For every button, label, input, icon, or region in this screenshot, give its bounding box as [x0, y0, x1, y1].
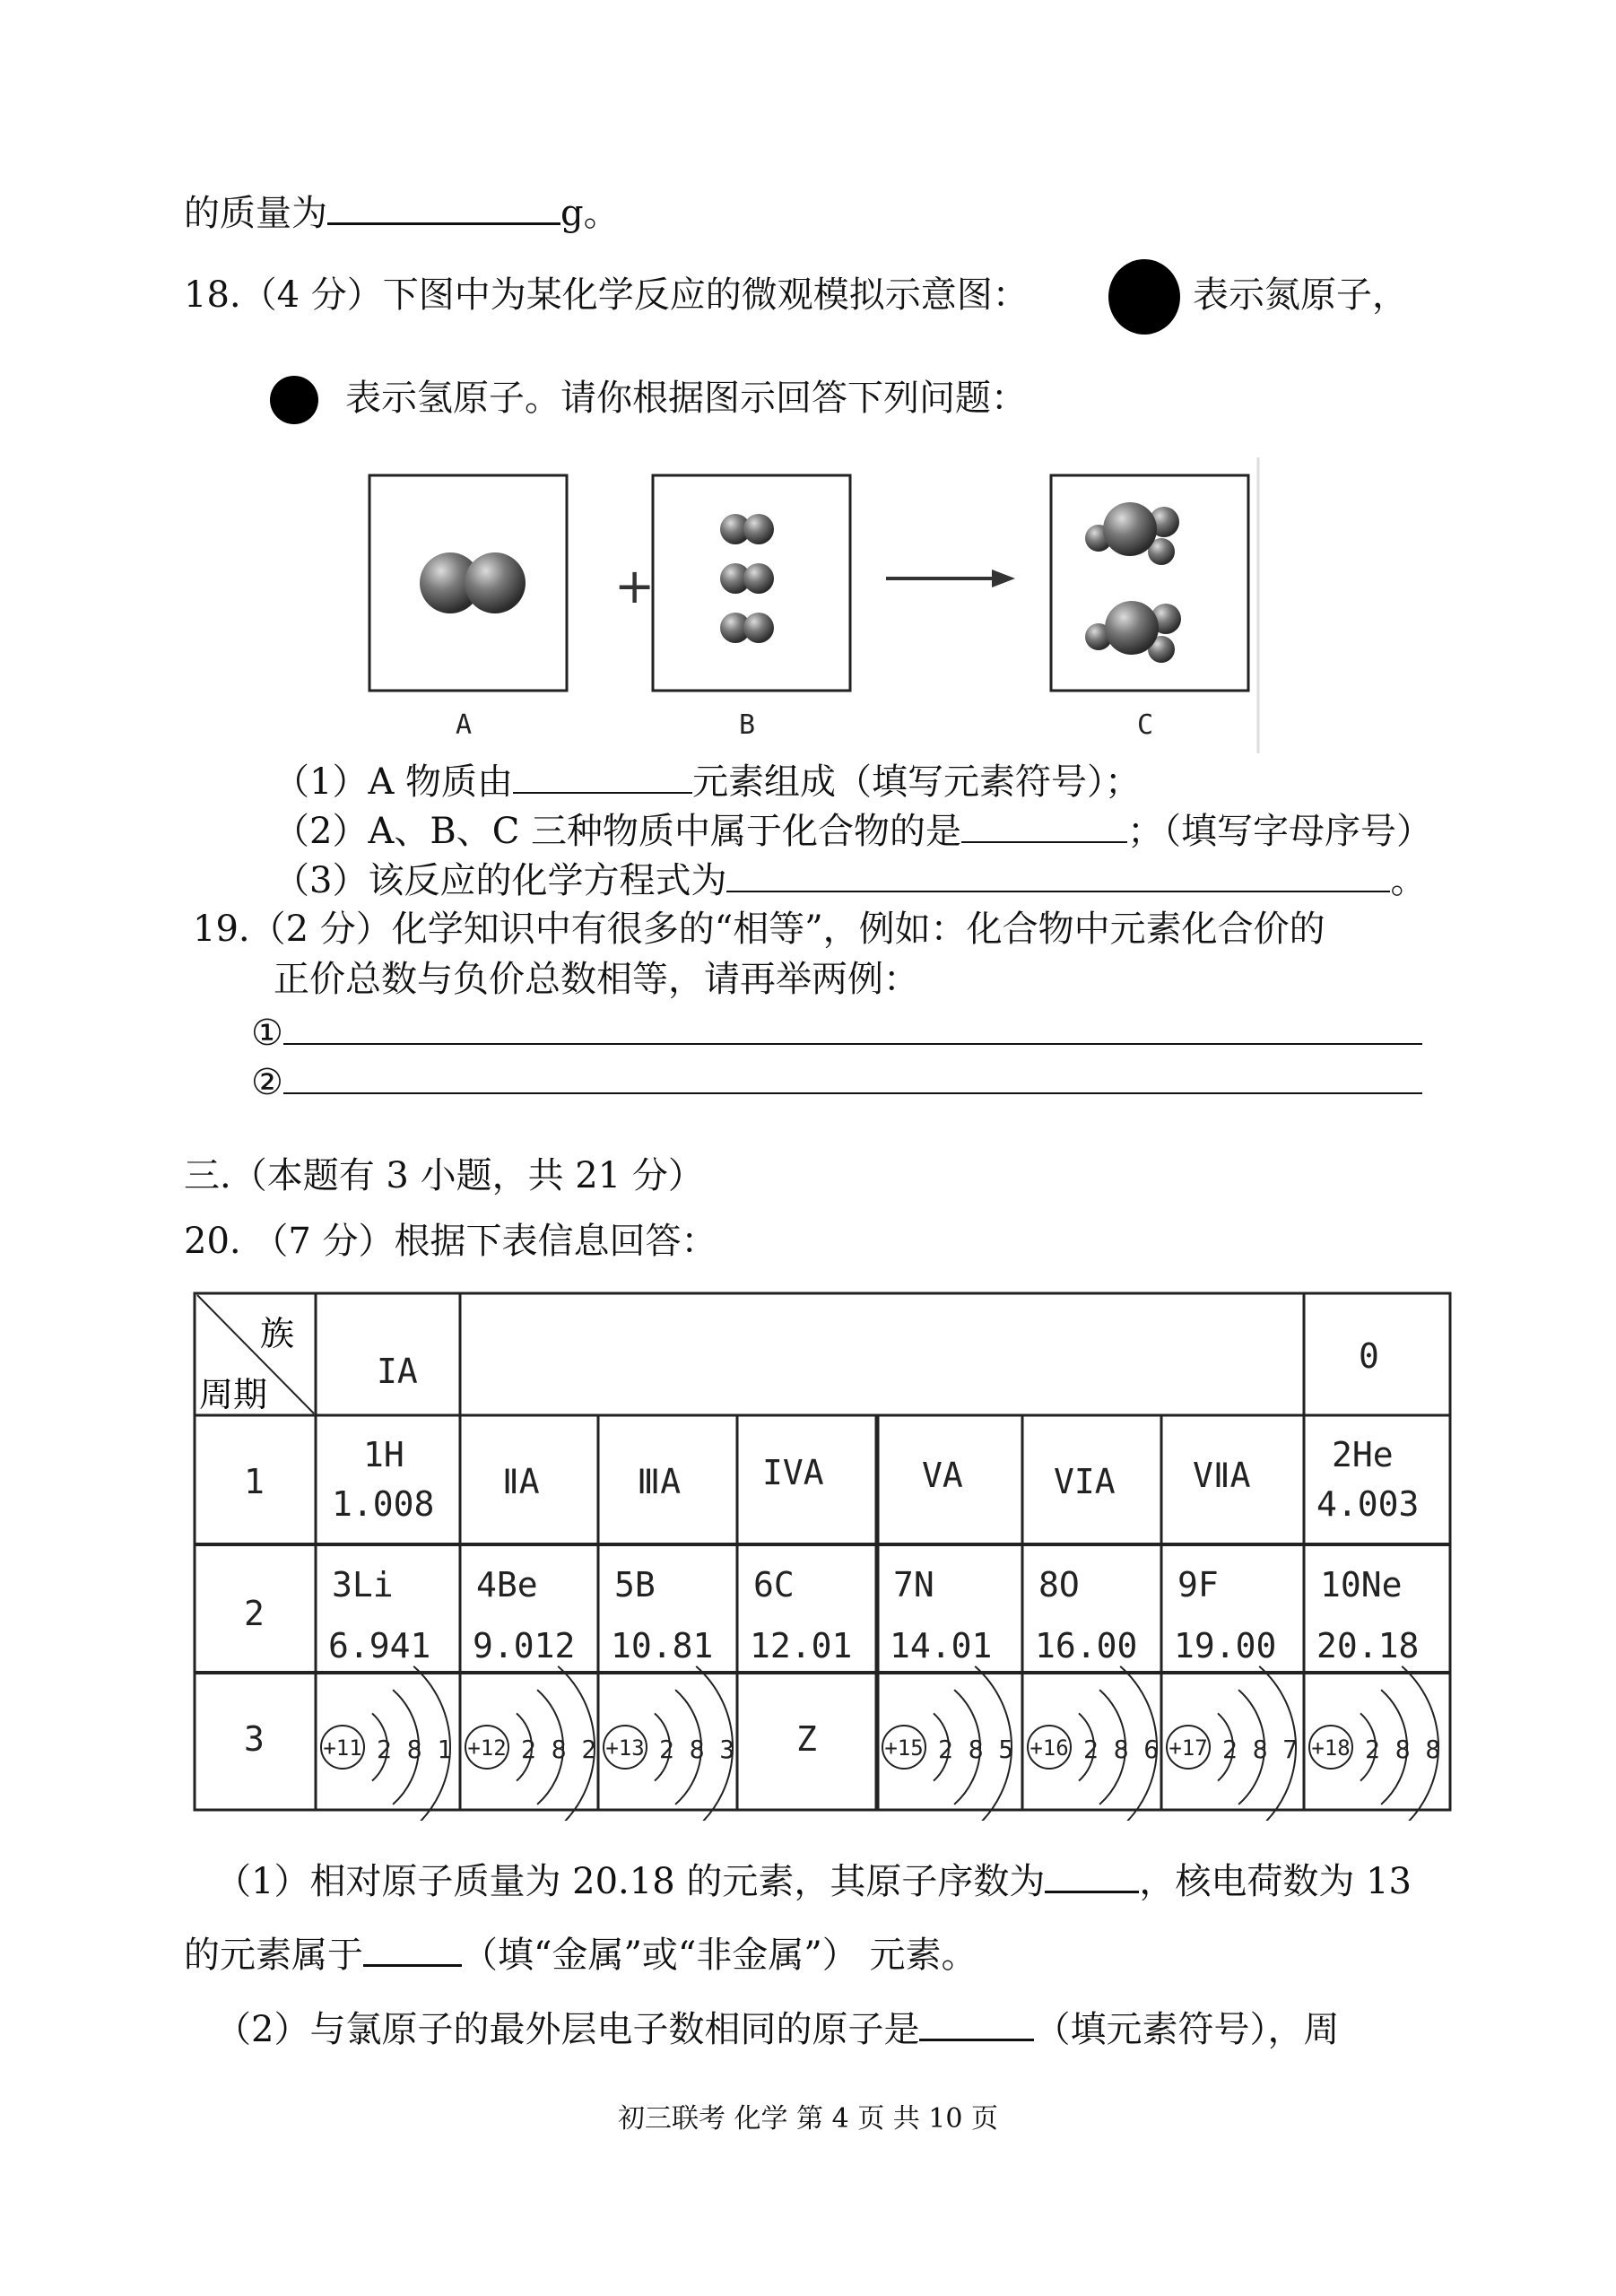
element-he-symbol: 2He: [1332, 1435, 1394, 1474]
period-1-label: 1: [244, 1462, 265, 1501]
q17-tail-line: [184, 188, 620, 235]
box-c: [1051, 475, 1248, 691]
element-mass: 14.01: [890, 1626, 993, 1665]
label-b: B: [739, 709, 756, 741]
q19-stem2: 正价总数与负价总数相等，请再举两例：: [274, 959, 919, 1000]
q20-p2b: （填元素符号），周: [1034, 2009, 1340, 2050]
atom-structure-diagram: [1167, 1666, 1298, 1821]
q18-legend2-text: 表示氢原子。请你根据图示回答下列问题：: [345, 378, 1027, 419]
q18-p3a: （3）该反应的化学方程式为: [274, 860, 727, 901]
n2-molecule: [420, 552, 526, 613]
q17-unit: g。: [560, 193, 620, 234]
q20-p1-blank1[interactable]: [1045, 1857, 1139, 1893]
group-iiia: ⅢA: [637, 1462, 682, 1501]
q20-p1c: 的元素属于: [184, 1935, 363, 1976]
nitrogen-atom-icon: [1108, 258, 1181, 335]
q20-stem-text: 20. （7 分）根据下表信息回答：: [184, 1221, 717, 1262]
element-mass: 20.18: [1316, 1626, 1420, 1665]
element-z-cell: [796, 1719, 817, 1759]
element-symbol: 4Be: [476, 1565, 538, 1605]
q18-part3: [274, 857, 1426, 902]
element-mass: 12.01: [750, 1626, 853, 1665]
nucleus-charge: +13: [605, 1735, 645, 1761]
nucleus-charge: +16: [1030, 1735, 1069, 1761]
electron-shells: 2 8 8: [1365, 1735, 1441, 1764]
element-mass: 6.941: [328, 1626, 431, 1665]
group-ia: IA: [377, 1352, 418, 1391]
q18-p3-blank[interactable]: [726, 857, 1390, 892]
q20-part1-line2: [184, 1930, 977, 1977]
q18-part1: [274, 758, 1141, 804]
q18-p1-blank[interactable]: [513, 758, 692, 794]
atom-structure-diagram: [1028, 1666, 1159, 1821]
nucleus-charge: +12: [467, 1735, 507, 1761]
element-symbol: 8O: [1038, 1565, 1080, 1605]
q18-p2b: ；（填写字母序号）: [1127, 811, 1433, 852]
atom-structure-diagram: [465, 1666, 596, 1821]
element-symbol: 10Ne: [1320, 1565, 1403, 1605]
label-c: C: [1137, 709, 1154, 741]
period-2-row: [328, 1565, 1419, 1665]
group-via: VIA: [1054, 1462, 1116, 1501]
q20-p1b: ，核电荷数为 13: [1139, 1861, 1412, 1902]
group-viia: VⅡA: [1193, 1456, 1251, 1495]
q19-stem1: 19.（2 分）化学知识中有很多的“相等”，例如：化合物中元素化合价的: [193, 909, 1325, 950]
element-he-mass: 4.003: [1316, 1484, 1420, 1524]
q18-legend1: [1193, 274, 1408, 317]
q19-answer1-line[interactable]: [283, 1009, 1422, 1045]
element-mass: 19.00: [1174, 1626, 1277, 1665]
q19-stem-line1: [193, 908, 1325, 951]
q18-p1a: （1）A 物质由: [274, 761, 514, 803]
electron-shells: 2 8 7: [1222, 1735, 1299, 1764]
plus-sign: +: [614, 558, 656, 614]
group-iia: ⅡA: [502, 1462, 540, 1501]
page-footer: 初三联考 化学 第 4 页 共 10 页: [617, 2103, 998, 2135]
group-iva: IVA: [762, 1453, 824, 1492]
label-a: A: [456, 709, 473, 741]
q18-stem-line: [184, 274, 1029, 317]
atom-structure-diagram: [1309, 1666, 1440, 1821]
q20-part1-line1: [215, 1857, 1412, 1903]
q20-p1-blank2[interactable]: [363, 1930, 462, 1967]
element-h-symbol: 1H: [363, 1435, 404, 1474]
electron-shells: 2 8 1: [377, 1735, 453, 1764]
electron-shells: 2 8 5: [938, 1735, 1014, 1764]
q18-p1b: 元素组成（填写元素符号）；: [692, 761, 1142, 803]
q20-stem: [184, 1220, 717, 1263]
group-va: VA: [922, 1456, 963, 1495]
reaction-diagram: [359, 457, 1273, 753]
q19-answer2-line[interactable]: [283, 1058, 1422, 1094]
element-mass: 9.012: [473, 1626, 576, 1665]
section3-title: [184, 1154, 704, 1197]
element-symbol: 7N: [893, 1565, 934, 1605]
q18-p2a: （2）A、B、C 三种物质中属于化合物的是: [274, 811, 962, 852]
element-mass: 10.81: [611, 1626, 714, 1665]
nucleus-charge: +15: [884, 1735, 924, 1761]
element-h-mass: 1.008: [332, 1484, 435, 1524]
q20-part2-line1: [215, 2005, 1339, 2051]
section3-title-text: 三.（本题有 3 小题，共 21 分）: [184, 1155, 704, 1196]
element-symbol: 6C: [753, 1565, 795, 1605]
nucleus-charge: +18: [1311, 1735, 1351, 1761]
element-z-label: Z: [796, 1719, 817, 1759]
corner-period-label: 周期: [199, 1375, 268, 1414]
nucleus-charge: +11: [323, 1735, 362, 1761]
q18-p3b: 。: [1390, 860, 1427, 901]
q18-legend2: [345, 377, 1027, 420]
atom-structure-diagram: [882, 1666, 1013, 1821]
hydrogen-atom-icon: [269, 375, 319, 425]
q18-stem: 18.（4 分）下图中为某化学反应的微观模拟示意图：: [184, 274, 1029, 316]
periodic-table: [188, 1292, 1462, 1821]
electron-shells: 2 8 6: [1083, 1735, 1160, 1764]
q20-p1a: （1）相对原子质量为 20.18 的元素，其原子序数为: [215, 1861, 1046, 1902]
element-mass: 16.00: [1035, 1626, 1138, 1665]
h2-molecules: [720, 514, 774, 643]
q19-answer2: [251, 1058, 1422, 1104]
atom-structure-diagram: [604, 1666, 734, 1821]
q17-mass-blank[interactable]: [327, 188, 560, 225]
q19-answer1: [251, 1009, 1422, 1055]
q20-p2-blank[interactable]: [919, 2005, 1034, 2041]
period-2-label: 2: [244, 1594, 265, 1633]
atom-structure-diagram: [321, 1666, 452, 1821]
q19-marker2: ②: [251, 1062, 283, 1103]
nh3-molecules: [1085, 502, 1181, 663]
q18-part2: [274, 807, 1432, 853]
group-0: 0: [1359, 1336, 1379, 1376]
q18-legend1-text: 表示氮原子，: [1193, 274, 1408, 316]
electron-shells: 2 8 2: [521, 1735, 597, 1764]
element-symbol: 3Li: [332, 1565, 394, 1605]
element-symbol: 9F: [1177, 1565, 1219, 1605]
q18-p2-blank[interactable]: [961, 807, 1127, 843]
q17-tail-text: 的质量为: [184, 193, 327, 234]
period-3-label: 3: [244, 1719, 265, 1759]
q19-marker1: ①: [251, 1013, 283, 1054]
period-3-row: [321, 1666, 1440, 1821]
q20-p2a: （2）与氯原子的最外层电子数相同的原子是: [215, 2009, 920, 2050]
q19-stem-line2: [274, 958, 919, 1001]
electron-shells: 2 8 3: [659, 1735, 735, 1764]
corner-group-label: 族: [260, 1314, 295, 1353]
reaction-arrow-icon: [886, 570, 1015, 587]
q20-p1d: （填“金属”或“非金属”） 元素。: [462, 1935, 977, 1976]
nucleus-charge: +17: [1169, 1735, 1208, 1761]
element-symbol: 5B: [614, 1565, 656, 1605]
